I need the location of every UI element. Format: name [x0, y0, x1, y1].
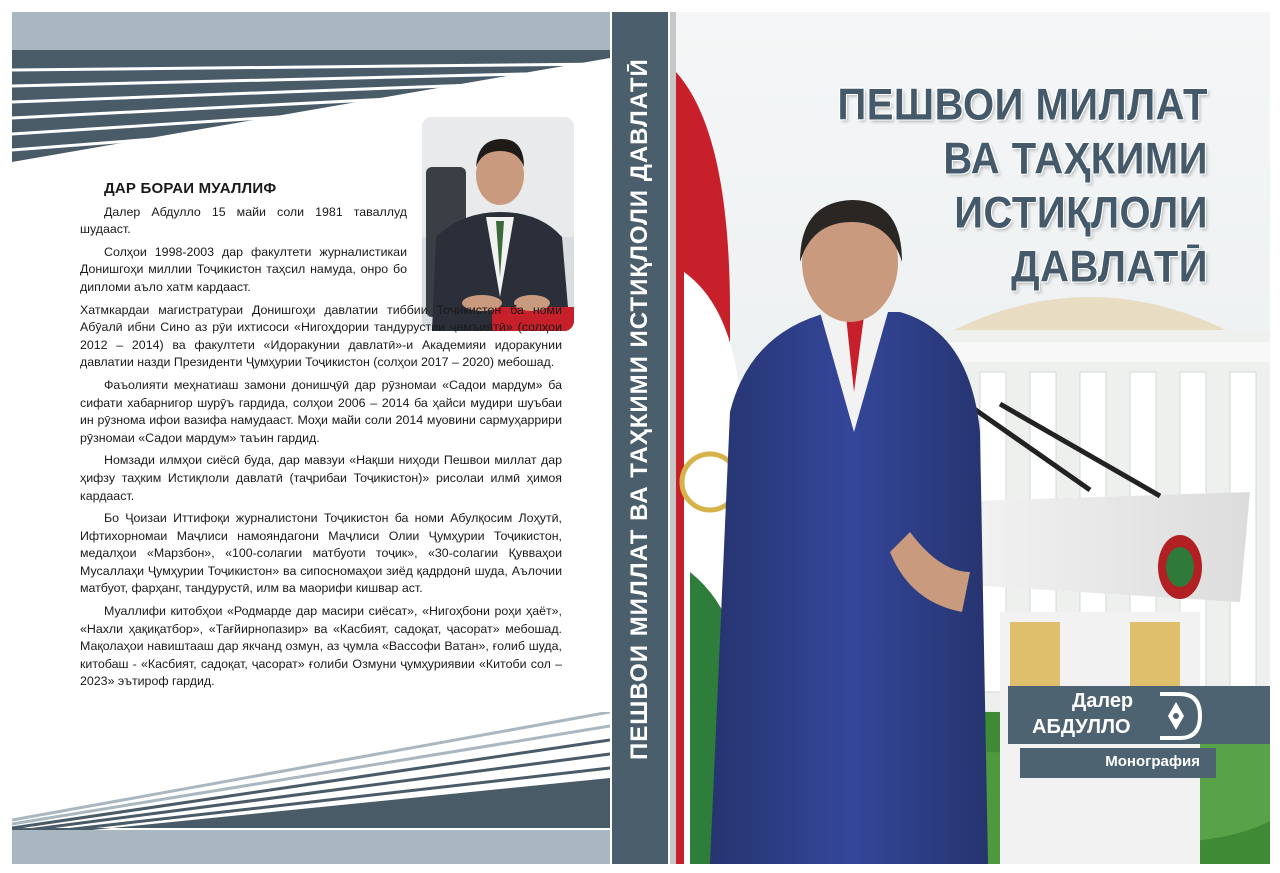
bio-paragraph: Бо Ҷоизаи Иттифоқи журналистони Тоҷикистон ба номи Абулқосим Лоҳутӣ, Ифтихорномаи Маҷлиси намояндагони Маҷлиси Олии Ҷумҳурии Тоҷикистон, медалҳои «Марзбон», «100-солагии матбуоти тоҷик», «30-солагии Қувваҳои Мусаллаҳи Ҷумҳурии Тоҷикистон» ва сипосномаҳои зиёд қадрдонӣ шуда, Аълочии матбуот, фарҳанг, тандурустӣ, илм ва маорифи кишвар аст. [80, 511, 562, 596]
book-title [808, 78, 1208, 294]
bio-paragraph: Солҳои 1998-2003 дар факултети журналистикаи Донишгоҳи миллии Тоҷикистон таҳсил намуда, онро бо дипломи аъло хатм кардааст. [80, 244, 407, 294]
author-first-name: Далер [1072, 690, 1134, 712]
bio-heading: ДАР БОРАИ МУАЛЛИФ [104, 180, 277, 197]
bio-paragraph: Номзади илмҳои сиёсӣ буда, дар мавзуи «Нақши ниҳоди Пешвои миллат дар ҳифзу таҳким Истиқлоли давлатӣ (таҷрибаи Тоҷикистон)» рисолаи илмӣ ҳимоя кардааст. [80, 453, 562, 503]
spine-title: ПЕШВОИ МИЛЛАТ ВА ТАҲКИМИ ИСТИҚЛОЛИ ДАВЛАТӢ [626, 58, 653, 760]
bio-paragraph: Далер Абдулло 15 майи соли 1981 таваллуд шудааст. [80, 204, 407, 237]
title-line: ДАВЛАТӢ [1011, 242, 1208, 292]
back-cover [12, 12, 610, 864]
pen-nib-logo-icon [1154, 690, 1204, 742]
bio-paragraph: Муаллифи китобҳои «Родмарде дар масири сиёсат», «Нигоҳбони роҳи ҳаёт», «Нахли ҳақиқатбор», «Тағйирнопазир» ва «Касбият, садоқат, ҷасорат» мебошад. Мақолаҳои навиштааш дар якчанд озмун, аз ҷумла «Вассофи Ватан», ғолиб шуда, китобаш - «Касбият, садоқат, ҷасорат» ғолиби Озмуни ҷумҳуриявии «Китоби сол – 2023» эътироф гардид. [80, 604, 562, 689]
author-bio [80, 180, 562, 696]
title-line: ИСТИҚЛОЛИ [954, 188, 1208, 238]
back-bottom-stripes [12, 712, 610, 864]
title-line: ПЕШВОИ МИЛЛАТ [837, 80, 1208, 130]
title-line: ВА ТАҲКИМИ [943, 134, 1208, 184]
author-last-name: АБДУЛЛО [1032, 716, 1131, 738]
bio-paragraph: Фаъолияти меҳнатиаш замони донишҷӯӣ дар рӯзномаи «Садои мардум» ба сифати хабарнигор шурӯъ гардида, солҳои 2006 – 2014 ба ҳайси мудири шуъбаи ин рӯзнома ифои вазифа намудааст. Моҳи майи соли 2014 муовини сармуҳаррири рӯзномаи «Садои мардум» таъин гардид. [80, 377, 562, 445]
bio-paragraph: Хатмкардаи магистратураи Донишгоҳи давлатии тиббии Тоҷикистон ба номи Абӯалӣ ибни Сино аз рӯи ихтисоси «Нигоҳдории тандурустии ҷамъиятӣ» (солҳои 2012 – 2014) ва факултети «Идоракунии давлатӣ»-и Академияи идоракунии давлатии назди Президенти Ҷумҳурии Тоҷикистон (солҳои 2017 – 2020) мебошад. [80, 302, 562, 370]
genre-label: Монография [1105, 753, 1200, 770]
